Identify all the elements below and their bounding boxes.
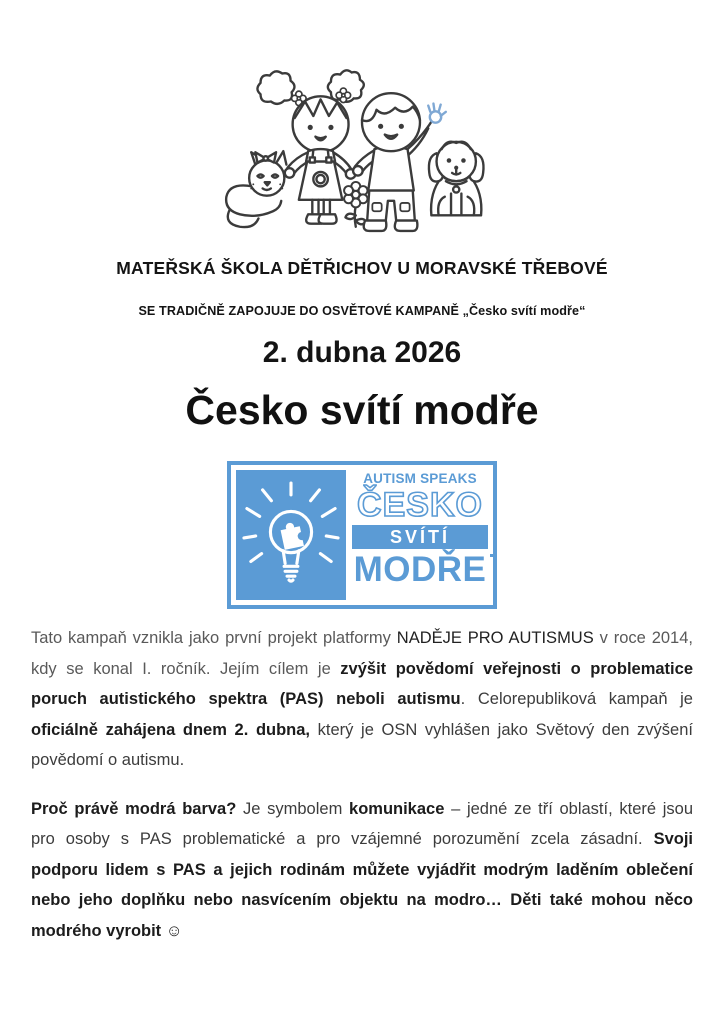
text-run: Je symbolem (236, 799, 350, 818)
logo-modre-text (354, 551, 487, 589)
logo-trademark-dot (490, 554, 493, 557)
lightbulb-puzzle-icon (236, 470, 346, 600)
text-run: zvýšit povědomí veřejnosti o problematice poruch autistického spektra (PAS) neboli autismu (31, 659, 693, 708)
lightbulb-rays-graphic (242, 472, 340, 598)
children-pets-illustration (217, 58, 507, 234)
text-run: komunikace (349, 799, 445, 818)
school-name: MATEŘSKÁ ŠKOLA DĚTŘICHOV U MORAVSKÉ TŘEBOVÉ (116, 258, 608, 278)
paragraph-why-blue (0, 794, 724, 947)
text-run: NADĚJE PRO AUTISMUS (396, 629, 594, 647)
paragraph-campaign-history (0, 623, 724, 776)
cat-drawing (226, 151, 286, 227)
text-run: – jedné ze tří oblastí, které jsou pro osoby s PAS problematické a pro vzájemné porozumění zcela zásadní. (31, 799, 693, 848)
logo-sviti-bar (352, 525, 488, 549)
text-run: který je OSN vyhlášen jako Světový den zvýšení povědomí o autismu. (31, 720, 693, 769)
text-run: Tato kampaň vznikla jako první projekt platformy (31, 629, 397, 647)
dog-drawing (429, 142, 484, 216)
text-run: oficiálně zahájena dnem 2. dubna, (31, 720, 311, 739)
event-date: 2. dubna 2026 (262, 336, 462, 369)
flower-drawing (344, 182, 367, 227)
text-run: Svoji podporu lidem s PAS a jejich rodinám můžete vyjádřit modrým laděním oblečení nebo jeho doplňku nebo nasvícením objektu na modro… Děti také mohou něco modrého vyrobit ☺ (31, 830, 693, 940)
text-run: v roce 2014, kdy se konal I. ročník. Jejím cílem je (31, 629, 693, 678)
text-run: . Celorepubliková kampaň je (460, 690, 693, 708)
campaign-subtitle: SE TRADIČNĚ ZAPOJUJE DO OSVĚTOVÉ KAMPANĚ „Česko svítí modře“ (138, 304, 586, 318)
logo-cesko-text: ČESKO (357, 486, 483, 524)
campaign-logo (227, 461, 497, 609)
logo-modre-word: MODŘE (353, 550, 487, 589)
logo-brand-text: AUTISM SPEAKS (363, 471, 477, 486)
text-run: Proč právě modrá barva? (31, 799, 237, 818)
logo-wordmark (352, 470, 488, 600)
logo-sviti-text: SVÍTÍ (389, 527, 450, 547)
page-title: Česko svítí modře (185, 387, 539, 433)
